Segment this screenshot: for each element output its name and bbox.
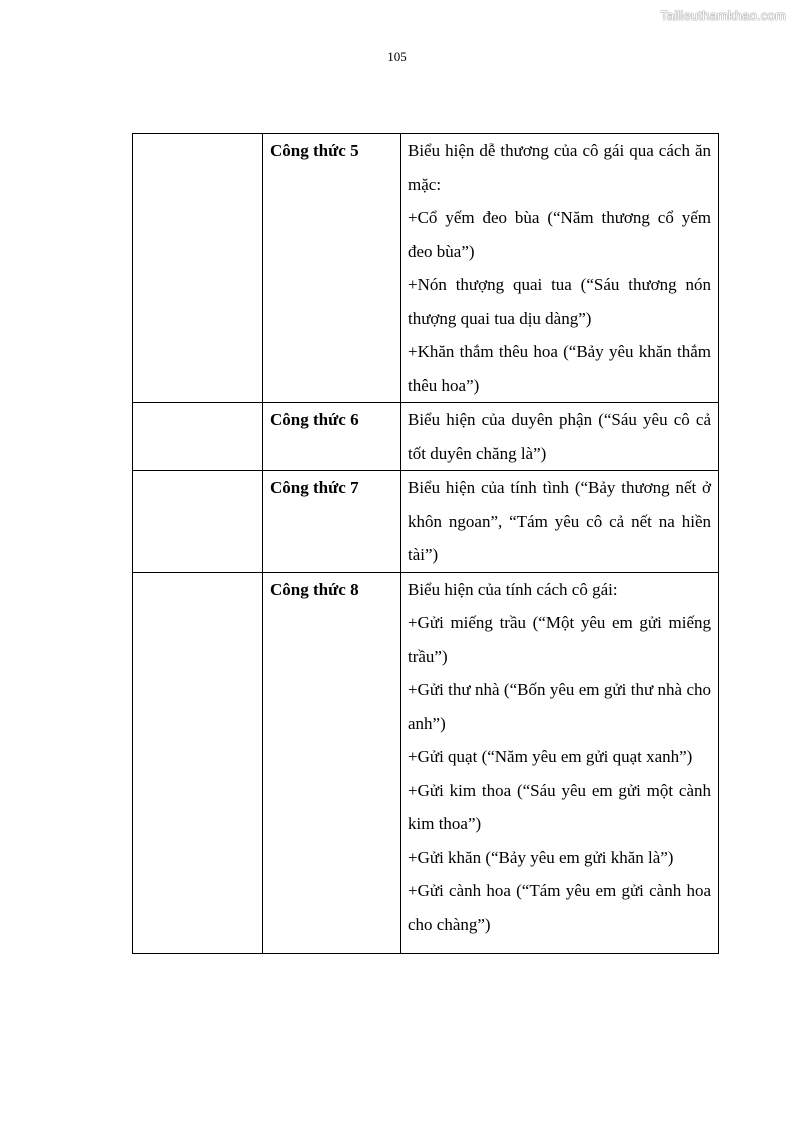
description-line: +Nón thượng quai tua (“Sáu thương nón thượng quai tua dịu dàng”) [408,275,711,328]
table-row [133,471,719,573]
description-line: +Khăn thắm thêu hoa (“Bảy yêu khăn thắm thêu hoa”) [408,342,711,395]
description-line: +Gửi khăn (“Bảy yêu em gửi khăn là”) [408,847,674,867]
formula-table [132,133,719,954]
description-line: +Gửi quạt (“Năm yêu em gửi quạt xanh”) [408,747,693,766]
formula-description [401,572,719,954]
description-line: Biểu hiện của duyên phận (“Sáu yêu cô cả tốt duyên chăng là”) [408,410,711,463]
description-line: +Gửi cành hoa (“Tám yêu em gửi cành hoa cho chàng”) [408,881,711,934]
description-line: Biểu hiện dễ thương của cô gái qua cách ăn mặc: [408,141,711,194]
formula-label: Công thức 7 [263,471,401,573]
page-number: 105 [387,49,407,64]
empty-cell [133,572,263,954]
formula-description [401,471,719,573]
formula-label: Công thức 5 [263,134,401,403]
description-line: +Gửi kim thoa (“Sáu yêu em gửi một cành kim thoa”) [408,780,711,833]
description-line: +Gửi miếng trầu (“Một yêu em gửi miếng trầu”) [408,613,711,666]
formula-description [401,134,719,403]
description-line: +Gửi thư nhà (“Bốn yêu em gửi thư nhà cho anh”) [408,680,711,733]
formula-label: Công thức 8 [263,572,401,954]
description-line: +Cổ yếm đeo bùa (“Năm thương cổ yếm đeo bùa”) [408,208,711,261]
formula-label: Công thức 6 [263,403,401,471]
description-line: Biểu hiện của tính cách cô gái: [408,579,618,599]
empty-cell [133,134,263,403]
table-row [133,134,719,403]
table-row [133,572,719,954]
empty-cell [133,403,263,471]
watermark: Tailieuthamkhao.com [660,8,786,23]
formula-description [401,403,719,471]
empty-cell [133,471,263,573]
table-row [133,403,719,471]
description-line: Biểu hiện của tính tình (“Bảy thương nết ở khôn ngoan”, “Tám yêu cô cả nết na hiền tài”) [408,478,711,564]
